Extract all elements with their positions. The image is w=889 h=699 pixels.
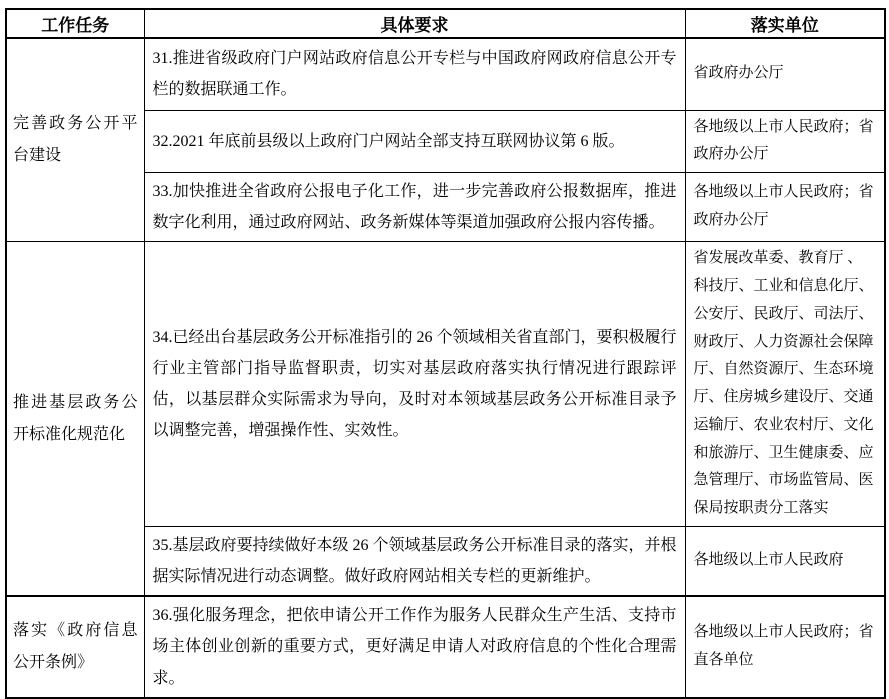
header-cell-task: 工作任务 xyxy=(6,9,144,38)
requirement-cell-33: 33.加快推进全省政府公报电子化工作，进一步完善政府公报数据库，推进数字化利用，通过政府网站、政务新媒体等渠道加强政府公报内容传播。 xyxy=(144,173,685,242)
table-row xyxy=(6,242,885,527)
unit-cell-34: 省发展改革委、教育厅 、科技厅、工业和信息化厅、公安厅、民政厅、司法厅、财政厅、人力资源社会保障厅、自然资源厅、生态环境厅、住房城乡建设厅、交通运输厅、农业农村厅、文化和旅游厅、卫生健康委、应急管理厅、市场监管局、医保局按职责分工落实 xyxy=(685,242,885,527)
unit-cell-35: 各地级以上市人民政府 xyxy=(685,526,885,596)
table-header-row xyxy=(6,9,885,38)
requirement-cell-32: 32.2021 年底前县级以上政府门户网站全部支持互联网协议第 6 版。 xyxy=(144,110,685,173)
header-cell-requirement: 具体要求 xyxy=(144,9,685,38)
table-row xyxy=(6,596,885,698)
unit-cell-36: 各地级以上市人民政府；省直各单位 xyxy=(685,596,885,698)
unit-cell-32: 各地级以上市人民政府；省政府办公厅 xyxy=(685,110,885,173)
work-task-table xyxy=(5,8,886,699)
requirement-cell-35: 35.基层政府要持续做好本级 26 个领域基层政务公开标准目录的落实，并根据实际情况进行动态调整。做好政府网站相关专栏的更新维护。 xyxy=(144,526,685,596)
header-cell-unit: 落实单位 xyxy=(685,9,885,38)
requirement-cell-34: 34.已经出台基层政务公开标准指引的 26 个领域相关省直部门，要积极履行行业主管部门指导监督职责，切实对基层政府落实执行情况进行跟踪评估，以基层群众实际需求为导向，及时对本领域基层政务公开标准目录予以调整完善，增强操作性、实效性。 xyxy=(144,242,685,527)
task-cell-regulation: 落实《政府信息公开条例》 xyxy=(6,596,144,698)
unit-cell-33: 各地级以上市人民政府；省政府办公厅 xyxy=(685,173,885,242)
task-cell-platform: 完善政务公开平台建设 xyxy=(6,38,144,242)
task-cell-grassroots: 推进基层政务公开标准化规范化 xyxy=(6,242,144,596)
requirement-cell-31: 31.推进省级政府门户网站政府信息公开专栏与中国政府网政府信息公开专栏的数据联通工作。 xyxy=(144,38,685,110)
table-row xyxy=(6,38,885,110)
unit-cell-31: 省政府办公厅 xyxy=(685,38,885,110)
requirement-cell-36: 36.强化服务理念，把依申请公开工作作为服务人民群众生产生活、支持市场主体创业创新的重要方式，更好满足申请人对政府信息的个性化合理需求。 xyxy=(144,596,685,698)
